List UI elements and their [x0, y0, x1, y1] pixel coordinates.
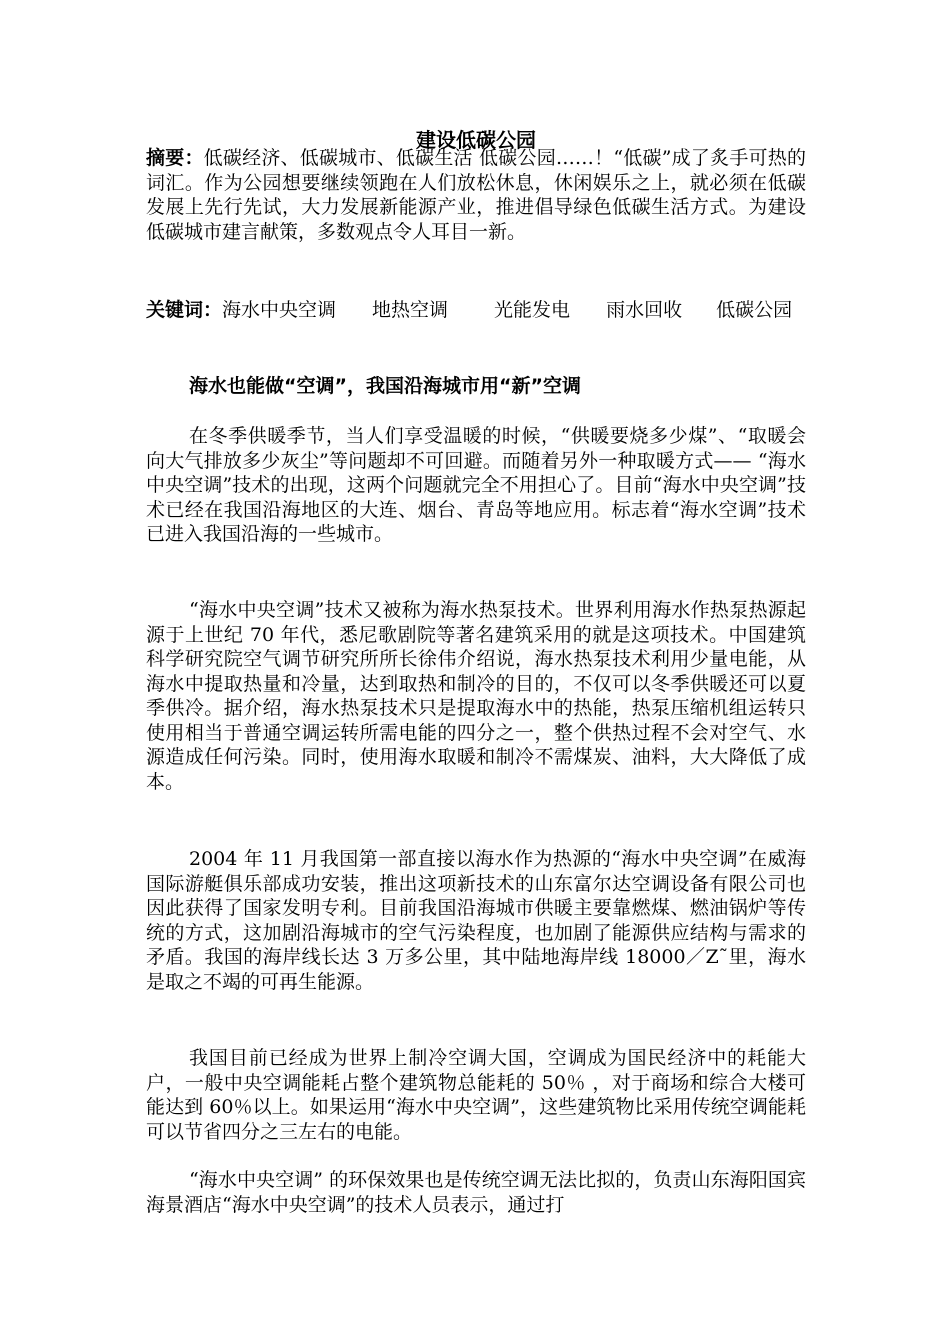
abstract-label: 摘要： — [146, 147, 204, 169]
section-heading: 海水也能做“空调”，我国沿海城市用“新”空调 — [189, 375, 581, 397]
body-paragraph: “海水中央空调” 的环保效果也是传统空调无法比拟的，负责山东海阳国宾海景酒店“海水中央空调”的技术人员表示，通过打 — [146, 1169, 806, 1216]
keyword-item: 低碳公园 — [716, 299, 793, 321]
keyword-item: 雨水回收 — [606, 299, 683, 321]
keyword-item: 光能发电 — [494, 299, 571, 321]
body-paragraph: 在冬季供暖季节，当人们享受温暖的时候，“供暖要烧多少煤”、“取暖会向大气排放多少灰尘”等问题却不可回避。而随着另外一种取暖方式—— “海水中央空调”技术的出现，这两个问题就完全不用担心了。目前“海水中央空调”技术已经在我国沿海地区的大连、烟台、青岛等地应用。标志着“海水空调”技术已进入我国沿海的一些城市。 — [146, 425, 806, 545]
keywords-label: 关键词： — [146, 299, 223, 321]
abstract-text: 低碳经济、低碳城市、低碳生活 低碳公园……！“低碳”成了炙手可热的词汇。作为公园想要继续领跑在人们放松休息，休闲娱乐之上，就必须在低碳发展上先行先试，大力发展新能源产业，推进倡导绿色低碳生活方式。为建设低碳城市建言献策，多数观点令人耳目一新。 — [146, 147, 806, 243]
document-title: 建设低碳公园 — [416, 128, 536, 152]
body-paragraph: “海水中央空调”技术又被称为海水热泵技术。世界利用海水作热泵热源起源于上世纪 70 年代，悉尼歌剧院等著名建筑采用的就是这项技术。中国建筑科学研究院空气调节研究所所长徐伟介绍说，海水热泵技术利用少量电能，从海水中提取热量和冷量，达到取热和制冷的目的，不仅可以冬季供暖还可以夏季供冷。据介绍，海水热泵技术只是提取海水中的热能，热泵压缩机组运转只使用相当于普通空调运转所需电能的四分之一，整个供热过程不会对空气、水源造成任何污染。同时，使用海水取暖和制冷不需煤炭、油料，大大降低了成本。 — [146, 599, 806, 793]
keyword-item: 海水中央空调 — [222, 299, 337, 321]
body-paragraph: 2004 年 11 月我国第一部直接以海水作为热源的“海水中央空调”在威海国际游艇俱乐部成功安装，推出这项新技术的山东富尔达空调设备有限公司也因此获得了国家发明专利。目前我国沿海城市供暖主要靠燃煤、燃油锅炉等传统的方式，这加剧沿海城市的空气污染程度，也加剧了能源供应结构与需求的矛盾。我国的海岸线长达 3 万多公里，其中陆地海岸线 18000／Z˜里，海水是取之不竭的可再生能源。 — [146, 848, 806, 993]
abstract-paragraph — [146, 146, 806, 244]
keyword-item: 地热空调 — [372, 299, 449, 321]
body-paragraph: 我国目前已经成为世界上制冷空调大国，空调成为国民经济中的耗能大户，一般中央空调能耗占整个建筑物总能耗的 50％ ，对于商场和综合大楼可能达到 60％以上。如果运用“海水中央空调”，这些建筑物比采用传统空调能耗可以节省四分之三左右的电能。 — [146, 1047, 806, 1143]
keywords-paragraph — [146, 298, 806, 323]
